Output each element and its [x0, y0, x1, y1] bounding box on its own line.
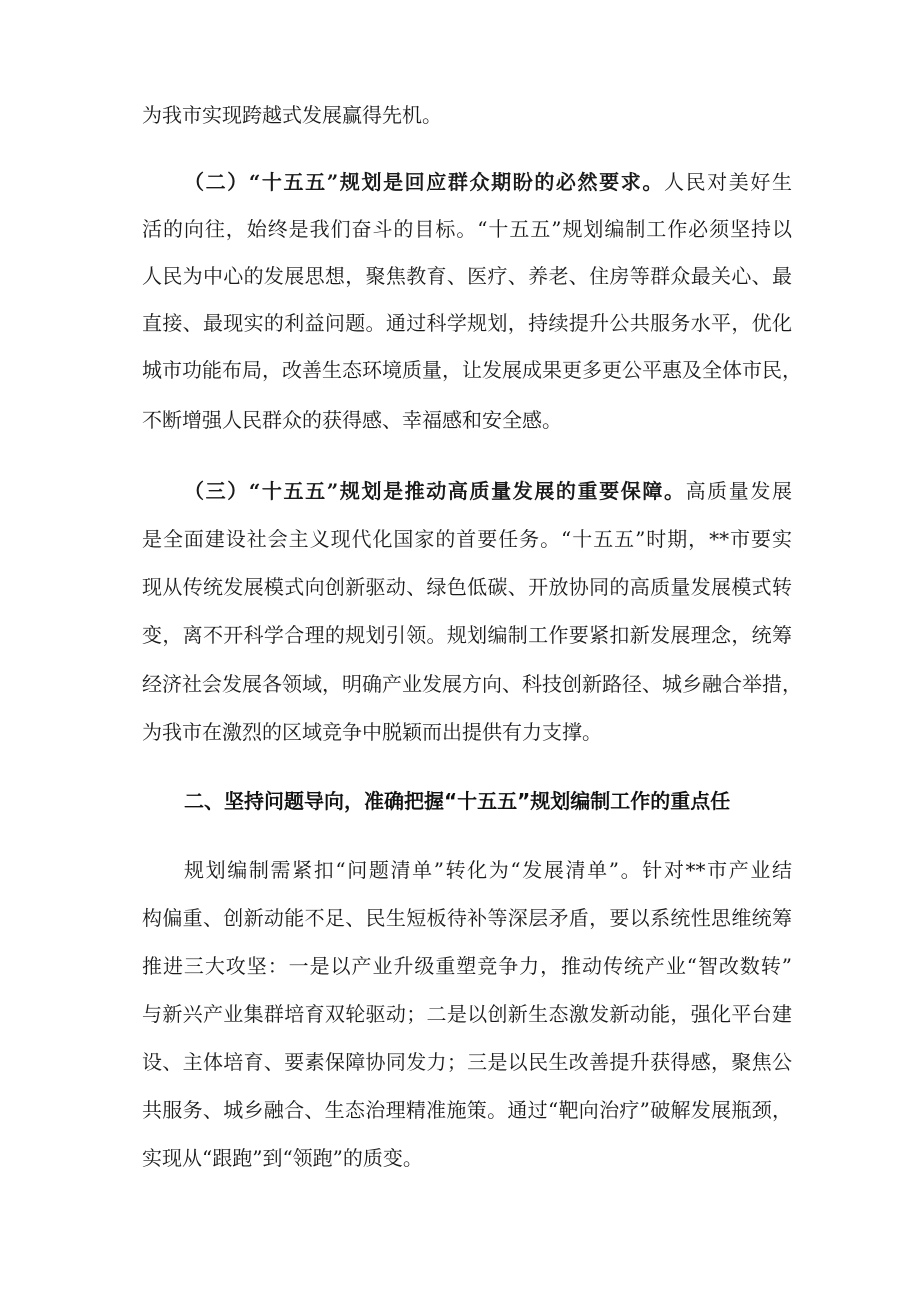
- paragraph-line: 现从传统发展模式向创新驱动、绿色低碳、开放协同的高质量发展模式转: [142, 575, 792, 599]
- paragraph-line: 构偏重、创新动能不足、民生短板待补等深层矛盾，要以系统性思维统筹: [142, 906, 792, 930]
- paragraph-2-lead-rest: 人民对美好生: [663, 170, 793, 194]
- paragraph-line: 人民为中心的发展思想，聚焦教育、医疗、养老、住房等群众最关心、最: [142, 264, 792, 288]
- paragraph-2-lead: （二）“十五五”规划是回应群众期盼的必然要求。: [184, 170, 664, 194]
- paragraph-line: 实现从“跟跑”到“领跑”的质变。: [142, 1146, 423, 1170]
- paragraph-line: 规划编制需紧扣“问题清单”转化为“发展清单”。针对**市产业结: [184, 858, 792, 882]
- paragraph-line: 直接、最现实的利益问题。通过科学规划，持续提升公共服务水平，优化: [142, 311, 792, 335]
- paragraph-line: 为我市在激烈的区域竞争中脱颖而出提供有力支撑。: [142, 720, 602, 744]
- paragraph-3-lead: （三）“十五五”规划是推动高质量发展的重要保障。: [184, 479, 686, 503]
- paragraph-line: 为我市实现跨越式发展赢得先机。: [142, 103, 442, 127]
- paragraph-line: 城市功能布局，改善生态环境质量，让发展成果更多更公平惠及全体市民，: [142, 358, 802, 382]
- paragraph-line: 设、主体培育、要素保障协同发力；三是以民生改善提升获得感，聚焦公: [142, 1050, 792, 1074]
- paragraph-line: 与新兴产业集群培育双轮驱动；二是以创新生态激发新动能，强化平台建: [142, 1002, 792, 1026]
- paragraph-line: 共服务、城乡融合、生态治理精准施策。通过“靶向治疗”破解发展瓶颈，: [142, 1098, 792, 1122]
- section-heading: 二、坚持问题导向，准确把握“十五五”规划编制工作的重点任: [184, 789, 731, 813]
- paragraph-line: 经济社会发展各领域，明确产业发展方向、科技创新路径、城乡融合举措，: [142, 672, 802, 696]
- paragraph-3-first-line: [184, 477, 792, 505]
- paragraph-2-first-line: [184, 168, 792, 196]
- paragraph-line: 不断增强人民群众的获得感、幸福感和安全感。: [142, 408, 562, 432]
- paragraph-line: 推进三大攻坚：一是以产业升级重塑竞争力，推动传统产业“智改数转”: [142, 954, 792, 978]
- paragraph-line: 是全面建设社会主义现代化国家的首要任务。“十五五”时期，**市要实: [142, 527, 792, 551]
- paragraph-line: 变，离不开科学合理的规划引领。规划编制工作要紧扣新发展理念，统筹: [142, 623, 792, 647]
- paragraph-line: 活的向往，始终是我们奋斗的目标。“十五五”规划编制工作必须坚持以: [142, 217, 792, 241]
- paragraph-3-lead-rest: 高质量发展: [685, 479, 793, 503]
